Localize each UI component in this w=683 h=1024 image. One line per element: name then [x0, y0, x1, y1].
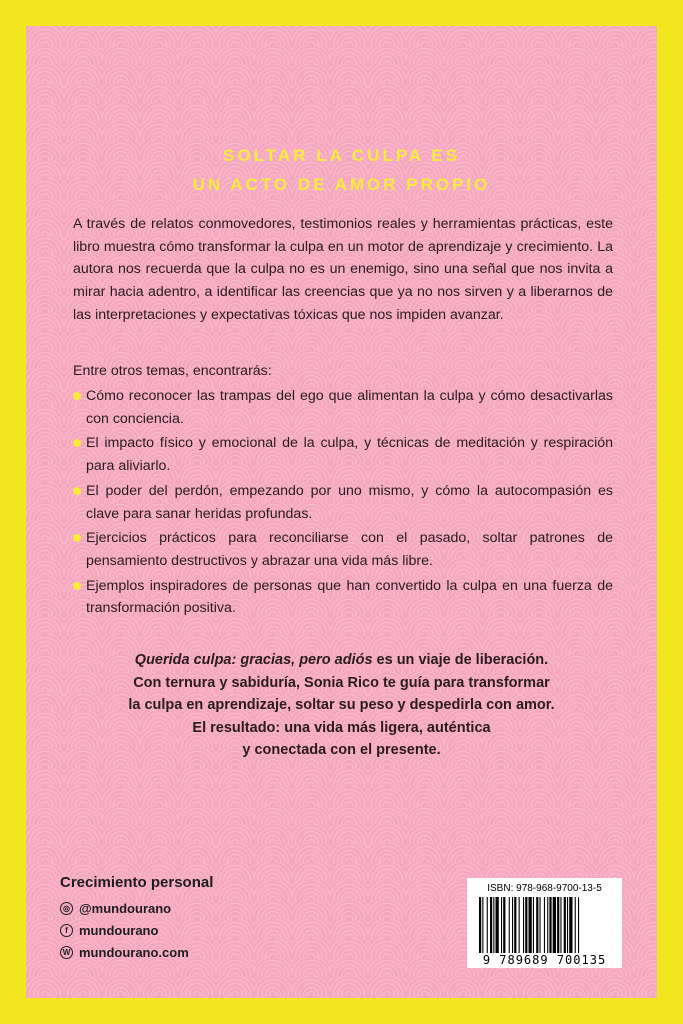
headline-line-2: UN ACTO DE AMOR PROPIO — [192, 175, 491, 194]
category-label: Crecimiento personal — [60, 874, 214, 891]
barcode-stripe — [567, 897, 568, 953]
barcode-stripe — [547, 897, 548, 953]
barcode-stripe — [514, 897, 516, 953]
barcode-stripe — [544, 897, 545, 953]
barcode-stripe — [557, 897, 559, 953]
barcode-stripe — [525, 897, 527, 953]
barcode-stripe — [540, 897, 541, 953]
bullet-dot-icon — [73, 392, 81, 400]
social-web: W mundourano.com — [60, 943, 280, 961]
barcode-stripe — [479, 897, 481, 953]
barcode-stripe — [487, 897, 488, 953]
list-item: Ejemplos inspiradores de personas que han convertido la culpa en una fuerza de transformación positiva. — [73, 575, 613, 620]
barcode-stripe — [519, 897, 520, 953]
barcode-stripe — [553, 897, 556, 953]
list-item: Cómo reconocer las trampas del ego que alimentan la culpa y cómo desactivarlas con conciencia. — [73, 385, 613, 430]
barcode-stripe — [496, 897, 499, 953]
barcode-bars — [479, 897, 610, 953]
barcode-stripe — [549, 897, 551, 953]
barcode-stripe — [564, 897, 566, 953]
back-cover — [26, 26, 657, 998]
web-icon: W — [60, 946, 73, 959]
bullet-dot-icon — [73, 534, 81, 542]
social-instagram: ◎ @mundourano — [60, 899, 280, 917]
bullet-dot-icon — [73, 487, 81, 495]
barcode-stripe — [533, 897, 534, 953]
list-item: Ejercicios prácticos para reconciliarse con el pasado, soltar patrones de pensamiento destructivos y abrazar una vida más libre. — [73, 527, 613, 572]
barcode-stripe — [482, 897, 483, 953]
list-item: El impacto físico y emocional de la culpa, y técnicas de meditación y respiración para aliviarlo. — [73, 432, 613, 477]
topics-list — [73, 385, 613, 622]
intro-paragraph: A través de relatos conmovedores, testimonios reales y herramientas prácticas, este libro muestra cómo transformar la culpa en un motor de aprendizaje y crecimiento. La autora nos recuerda que la culpa no es un enemigo, sino una señal que nos invita a mirar hacia adentro, a identificar las creencias que ya no nos sirven y a liberarnos de las interpretaciones y expectativas tóxicas que nos impiden avanzar. — [73, 216, 613, 323]
closing-paragraph: Querida culpa: gracias, pero adiós es un viaje de liberación. Con ternura y sabiduría, Sonia Rico te guía para transformar la culpa en aprendizaje, soltar su peso y despedirla con amor. El resultado: una vida más ligera, auténtica y conectada con el presente. — [128, 652, 555, 758]
barcode-stripe — [490, 897, 492, 953]
barcode-stripe — [501, 897, 502, 953]
barcode-stripe — [509, 897, 510, 953]
bullet-dot-icon — [73, 439, 81, 447]
barcode-stripe — [493, 897, 494, 953]
barcode-stripe — [575, 897, 576, 953]
book-title: Querida culpa: gracias, pero adiós — [134, 652, 373, 668]
barcode-stripe — [529, 897, 532, 953]
facebook-icon: f — [60, 924, 73, 937]
list-item: El poder del perdón, empezando por uno mismo, y cómo la autocompasión es clave para sanar heridas profundas. — [73, 480, 613, 525]
bullet-dot-icon — [73, 582, 81, 590]
barcode-stripe — [512, 897, 513, 953]
barcode-stripe — [536, 897, 538, 953]
isbn-label: ISBN: 978-968-9700-13-5 — [487, 883, 602, 894]
topics-lead: Entre otros temas, encontrarás: — [73, 363, 272, 379]
barcode-stripe — [569, 897, 572, 953]
barcode — [467, 878, 622, 968]
barcode-stripe — [523, 897, 524, 953]
headline-line-1: SOLTAR LA CULPA ES — [223, 146, 460, 165]
barcode-stripe — [560, 897, 561, 953]
barcode-digits: 9 789689 700135 — [482, 953, 607, 967]
barcode-stripe — [503, 897, 505, 953]
barcode-stripe — [578, 897, 579, 953]
instagram-icon: ◎ — [60, 902, 73, 915]
social-facebook: f mundourano — [60, 921, 280, 939]
